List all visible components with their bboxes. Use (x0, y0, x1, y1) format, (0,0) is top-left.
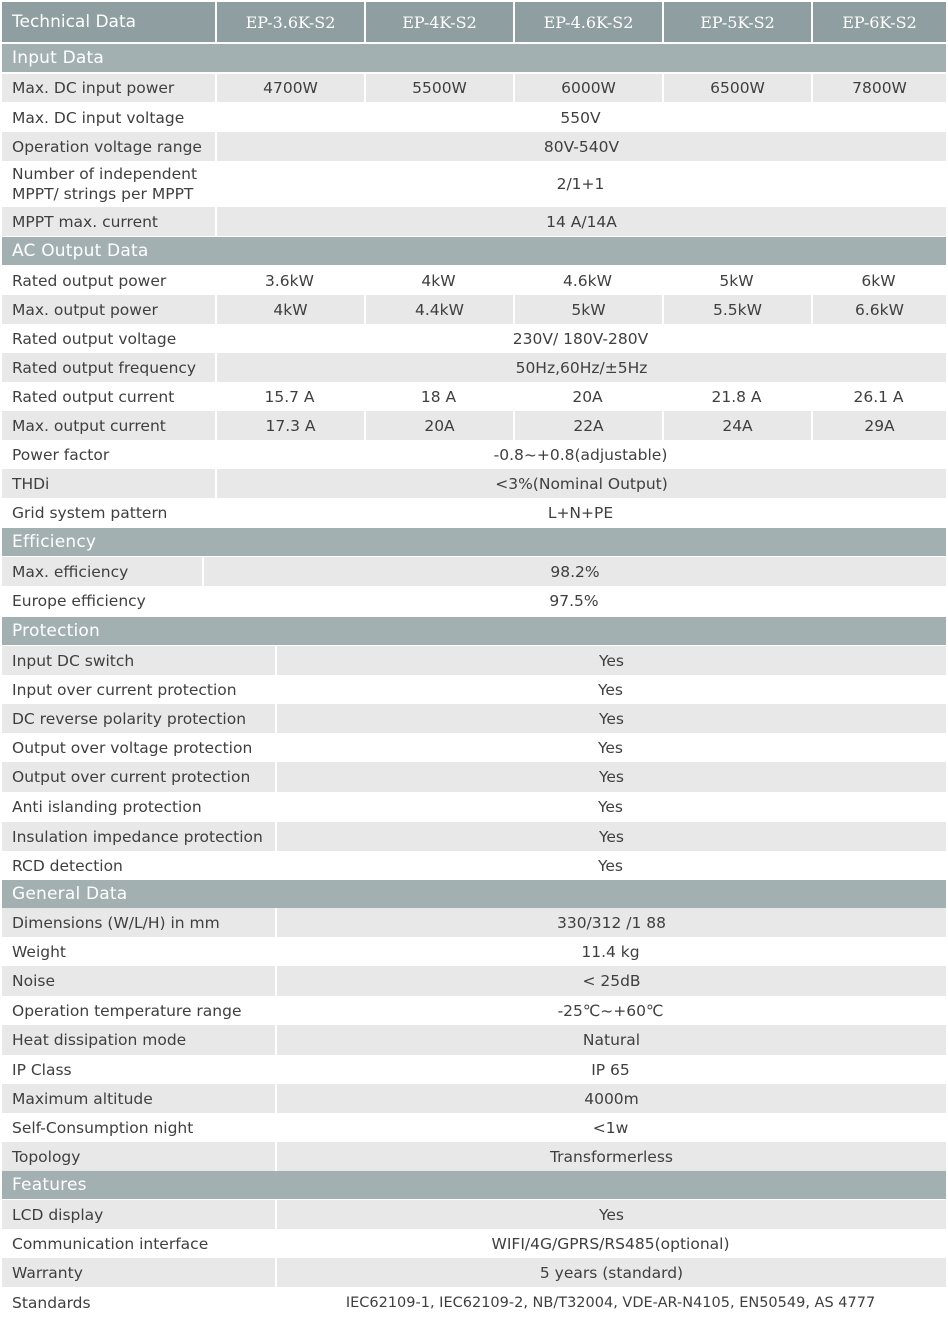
row-operation-voltage-range (2, 132, 946, 161)
row-standards (2, 1287, 946, 1318)
row-label: Output over current protection (12, 768, 251, 786)
cell-value: 6kW (861, 271, 896, 290)
cell-value: 6500W (662, 74, 811, 102)
row-insulation-impedance (2, 822, 946, 851)
cell-value: 5kW (719, 271, 754, 290)
row-output-over-current (2, 762, 946, 792)
row-label: Grid system pattern (12, 503, 168, 522)
row-max-efficiency (2, 557, 946, 586)
row-label: MPPT max. current (12, 212, 159, 231)
cell-value: 5kW (513, 295, 662, 324)
row-rated-output-power (2, 266, 946, 295)
cell-value: Yes (597, 680, 624, 699)
row-label: Self-Consumption night (12, 1118, 194, 1137)
cell-value: 4kW (215, 295, 364, 324)
section-input-data: Input Data (2, 44, 946, 72)
row-mppt-count (2, 161, 946, 207)
cell-value: 29A (811, 411, 946, 440)
cell-value: IEC62109-1, IEC62109-2, NB/T32004, VDE-AR-N4105, EN50549, AS 4777 (345, 1294, 876, 1311)
cell-value: 20A (572, 387, 603, 406)
row-max-output-power (2, 295, 946, 324)
cell-value: 15.7 A (264, 387, 315, 406)
model-column-5: EP-6K-S2 (811, 2, 946, 42)
section-ac-output-data: AC Output Data (2, 237, 946, 265)
cell-value: Yes (275, 822, 946, 851)
row-label: Communication interface (12, 1234, 209, 1253)
model-column-3: EP-4.6K-S2 (513, 2, 662, 42)
row-label: Max. efficiency (12, 562, 129, 581)
header-title: Technical Data (12, 12, 137, 32)
cell-value: Yes (597, 738, 624, 757)
row-dimensions (2, 908, 946, 937)
cell-value: 26.1 A (853, 387, 904, 406)
row-label: Standards (12, 1293, 91, 1312)
cell-value: 80V-540V (215, 132, 946, 161)
row-thdi (2, 469, 946, 498)
model-column-2: EP-4K-S2 (364, 2, 513, 42)
table-header (2, 2, 946, 42)
row-label: THDi (12, 474, 50, 493)
row-label: Max. DC input power (12, 79, 175, 97)
cell-value: 17.3 A (215, 411, 364, 440)
section-efficiency: Efficiency (2, 528, 946, 556)
row-operation-temperature (2, 996, 946, 1025)
row-label: Topology (12, 1147, 81, 1166)
cell-value: <1w (592, 1118, 629, 1137)
row-rated-output-current (2, 382, 946, 411)
row-ip-class (2, 1055, 946, 1084)
row-mppt-max-current (2, 207, 946, 236)
row-max-output-current (2, 411, 946, 440)
row-maximum-altitude (2, 1084, 946, 1113)
row-label: Rated output current (12, 387, 175, 406)
cell-value: Yes (597, 856, 624, 875)
row-rated-output-frequency (2, 353, 946, 382)
row-label: Anti islanding protection (12, 798, 202, 816)
row-grid-system-pattern (2, 498, 946, 527)
cell-value: < 25dB (275, 966, 946, 996)
cell-value: -25℃~+60℃ (557, 1001, 664, 1020)
cell-value: 18 A (420, 387, 457, 406)
cell-value: 6000W (513, 74, 662, 102)
cell-value: 20A (364, 411, 513, 440)
cell-value: 4.4kW (364, 295, 513, 324)
cell-value: 24A (662, 411, 811, 440)
row-rated-output-voltage (2, 324, 946, 353)
row-noise (2, 966, 946, 996)
row-label: Number of independent MPPT/ strings per MPPT (12, 165, 198, 203)
row-label: Max. output current (12, 416, 166, 435)
row-label: Operation voltage range (12, 137, 202, 156)
cell-value: 230V/ 180V-280V (512, 329, 649, 348)
row-heat-dissipation (2, 1025, 946, 1055)
row-input-dc-switch (2, 646, 946, 675)
row-label: DC reverse polarity protection (12, 709, 247, 728)
row-label: Dimensions (W/L/H) in mm (12, 913, 220, 932)
row-label: Rated output frequency (12, 358, 197, 377)
cell-value: 4000m (275, 1084, 946, 1113)
row-label: Europe efficiency (12, 591, 146, 610)
cell-value: 6.6kW (811, 295, 946, 324)
cell-value: 4kW (421, 271, 456, 290)
cell-value: 4.6kW (563, 271, 612, 290)
row-label: Rated output power (12, 271, 167, 290)
cell-value: 2/1+1 (556, 175, 605, 193)
row-label: Input over current protection (12, 680, 237, 699)
cell-value: Natural (275, 1025, 946, 1055)
cell-value: Yes (275, 704, 946, 733)
section-general-data: General Data (2, 880, 946, 908)
model-column-1: EP-3.6K-S2 (215, 2, 364, 42)
row-topology (2, 1142, 946, 1171)
cell-value: 14 A/14A (215, 207, 946, 236)
cell-value: 97.5% (549, 591, 599, 610)
row-warranty (2, 1258, 946, 1287)
row-label: Noise (12, 972, 55, 990)
cell-value: <3%(Nominal Output) (215, 469, 946, 498)
row-label: Maximum altitude (12, 1089, 153, 1108)
section-protection: Protection (2, 617, 946, 645)
cell-value: 4700W (215, 74, 364, 102)
cell-value: Yes (275, 762, 946, 792)
row-label: RCD detection (12, 856, 123, 875)
row-power-factor (2, 440, 946, 469)
row-lcd-display (2, 1200, 946, 1229)
row-label: Heat dissipation mode (12, 1031, 187, 1049)
cell-value: 5.5kW (662, 295, 811, 324)
cell-value: 22A (513, 411, 662, 440)
cell-value: 5 years (standard) (275, 1258, 946, 1287)
cell-value: 5500W (364, 74, 513, 102)
cell-value: L+N+PE (547, 503, 614, 522)
row-label: Input DC switch (12, 651, 135, 670)
cell-value: 11.4 kg (581, 942, 640, 961)
cell-value: 50Hz,60Hz/±5Hz (215, 353, 946, 382)
row-input-over-current (2, 675, 946, 704)
cell-value: 3.6kW (265, 271, 314, 290)
row-label: Weight (12, 942, 67, 961)
cell-value: -0.8~+0.8(adjustable) (493, 445, 668, 464)
row-max-dc-input-power (2, 74, 946, 102)
cell-value: Yes (597, 798, 624, 816)
cell-value: 98.2% (202, 557, 946, 586)
row-rcd-detection (2, 851, 946, 880)
row-label: Warranty (12, 1263, 83, 1282)
row-label: Power factor (12, 445, 110, 464)
row-label: IP Class (12, 1060, 72, 1079)
row-europe-efficiency (2, 586, 946, 615)
row-label: Rated output voltage (12, 329, 177, 348)
row-label: Max. output power (12, 300, 158, 319)
cell-value: Yes (275, 646, 946, 675)
row-dc-reverse-polarity (2, 704, 946, 733)
cell-value: Yes (275, 1200, 946, 1229)
cell-value: 21.8 A (711, 387, 762, 406)
model-column-4: EP-5K-S2 (662, 2, 811, 42)
cell-value: 7800W (811, 74, 946, 102)
cell-value: Transformerless (275, 1142, 946, 1171)
row-weight (2, 937, 946, 966)
row-anti-islanding (2, 792, 946, 822)
row-label: LCD display (12, 1205, 104, 1224)
row-output-over-voltage (2, 733, 946, 762)
row-self-consumption-night (2, 1113, 946, 1142)
row-label: Output over voltage protection (12, 738, 253, 757)
row-label: Max. DC input voltage (12, 108, 185, 127)
cell-value: WIFI/4G/GPRS/RS485(optional) (491, 1234, 730, 1253)
section-features: Features (2, 1171, 946, 1199)
row-label: Operation temperature range (12, 1001, 242, 1020)
cell-value: IP 65 (591, 1060, 630, 1079)
row-label: Insulation impedance protection (12, 827, 263, 846)
cell-value: 330/312 /1 88 (275, 908, 946, 937)
cell-value: 550V (560, 108, 601, 127)
row-communication-interface (2, 1229, 946, 1258)
row-max-dc-input-voltage (2, 103, 946, 132)
